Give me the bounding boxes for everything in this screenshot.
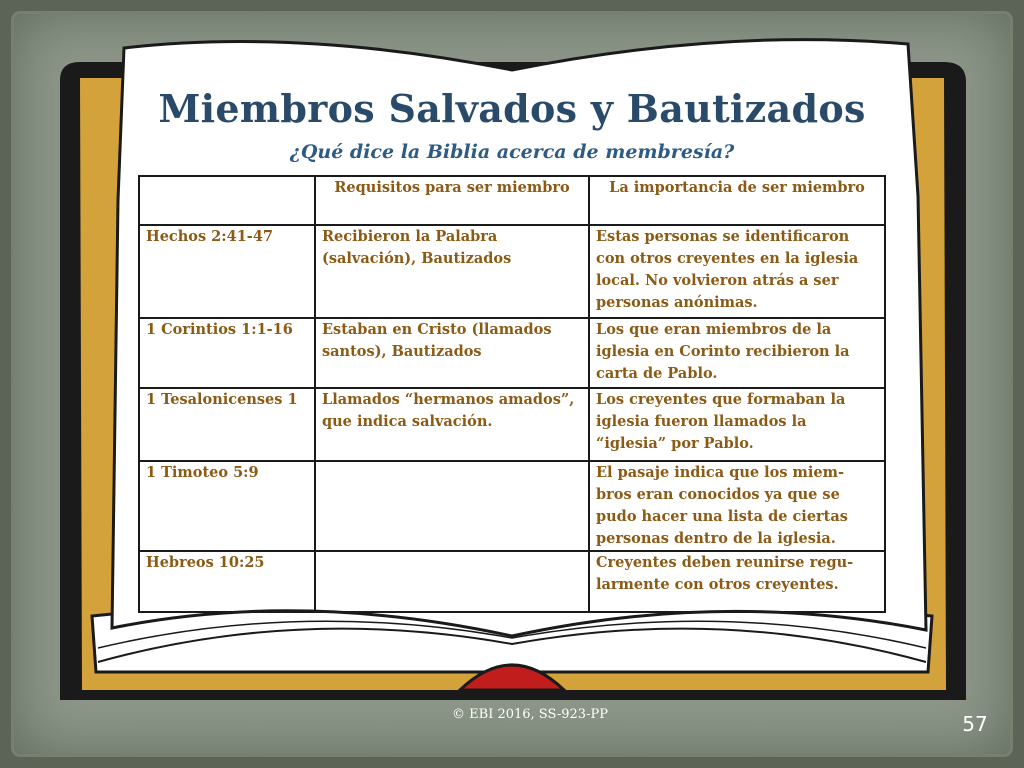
membership-table	[138, 175, 884, 613]
cell-importancia: El pasaje indica que los miem-bros eran conocidos ya que se pudo hacer una lista de ciertas personas dentro de la iglesia.	[589, 461, 885, 551]
copyright-footer: © EBI 2016, SS-923-PP	[452, 707, 608, 722]
slide-subtitle: ¿Qué dice la Biblia acerca de membresía?	[289, 141, 735, 163]
cell-requisitos: Llamados “hermanos amados”, que indica salvación.	[315, 388, 589, 461]
cell-ref: 1 Timoteo 5:9	[139, 461, 315, 551]
slide-title: Miembros Salvados y Bautizados	[158, 86, 866, 131]
cell-ref: 1 Corintios 1:1-16	[139, 318, 315, 388]
cell-importancia: Los creyentes que formaban la iglesia fueron llamados la “iglesia” por Pablo.	[589, 388, 885, 461]
cell-importancia: Los que eran miembros de la iglesia en Corinto recibieron la carta de Pablo.	[589, 318, 885, 388]
cell-ref: 1 Tesalonicenses 1	[139, 388, 315, 461]
cell-importancia: Estas personas se identificaron con otros creyentes en la iglesia local. No volvieron atrás a ser personas anónimas.	[589, 225, 885, 318]
table-row	[139, 461, 885, 551]
cell-requisitos	[315, 461, 589, 551]
cell-importancia: Creyentes deben reunirse regu-larmente con otros creyentes.	[589, 551, 885, 612]
header-requisitos: Requisitos para ser miembro	[315, 176, 589, 225]
table-row	[139, 551, 885, 612]
header-importancia: La importancia de ser miembro	[589, 176, 885, 225]
cell-requisitos: Recibieron la Palabra (salvación), Bautizados	[315, 225, 589, 318]
header-blank	[139, 176, 315, 225]
table-row	[139, 318, 885, 388]
table-row	[139, 388, 885, 461]
cell-ref: Hebreos 10:25	[139, 551, 315, 612]
cell-requisitos	[315, 551, 589, 612]
table-header-row	[139, 176, 885, 225]
table-row	[139, 225, 885, 318]
page-number: 57	[962, 712, 988, 736]
cell-ref: Hechos 2:41-47	[139, 225, 315, 318]
cell-requisitos: Estaban en Cristo (llamados santos), Bautizados	[315, 318, 589, 388]
